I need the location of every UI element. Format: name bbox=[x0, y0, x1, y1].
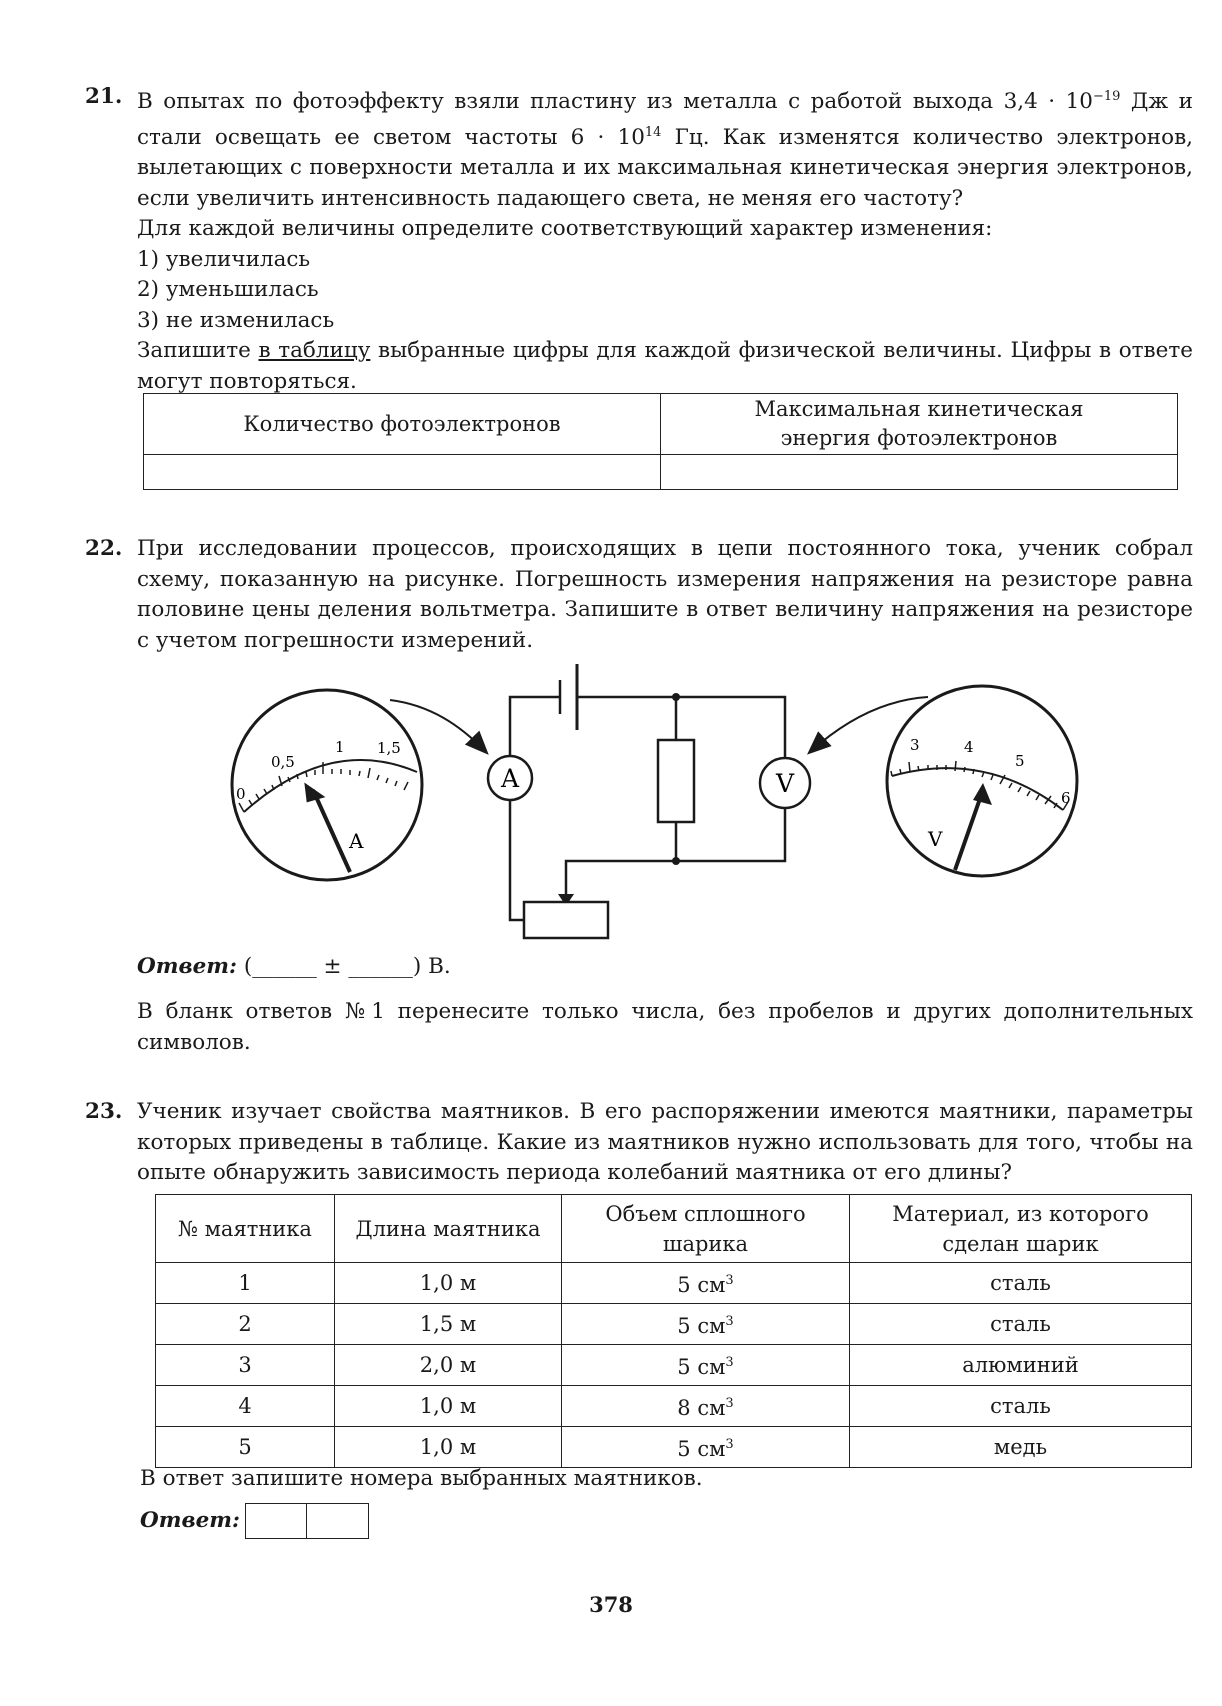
pendulum-table bbox=[155, 1194, 1192, 1468]
table-header: Материал, из которого сделан шарик bbox=[850, 1195, 1192, 1263]
arrow-icon bbox=[390, 700, 486, 752]
ammeter-symbol-letter: A bbox=[500, 764, 520, 793]
write-instruction: Запишите в таблицу выбранные цифры для каждой физической величины. Цифры в ответе могут повторяться. bbox=[137, 338, 1193, 394]
question-21 bbox=[85, 82, 1193, 397]
instruction: Для каждой величины определите соответствующий характер изменения: bbox=[137, 216, 993, 242]
question-text: При исследовании процессов, происходящих в цепи постоянного тока, ученик собрал схему, показанную на рисунке. Погрешность измерения напряжения на резисторе равна половине цены деления вольтметра. Запишите в ответ величину напряжения на резисторе с учетом погрешности измерений. bbox=[137, 536, 1193, 653]
option: 2) уменьшилась bbox=[137, 277, 319, 303]
circuit-wires bbox=[510, 697, 785, 920]
table-row: 1 1,0 м 5 $см^3$ сталь bbox=[156, 1263, 1192, 1304]
answer-blank[interactable]: (______ ± ______) В. bbox=[243, 954, 451, 979]
answer-cell[interactable] bbox=[661, 455, 1178, 490]
answer-boxes[interactable] bbox=[245, 1503, 369, 1539]
scale-label: 3 bbox=[910, 736, 920, 754]
page-number: 378 bbox=[589, 1592, 633, 1617]
scale-label: 1,5 bbox=[377, 739, 401, 757]
table-row: 3 2,0 м 5 $см^3$ алюминий bbox=[156, 1345, 1192, 1386]
scale-label: 0,5 bbox=[271, 753, 295, 771]
answer-label: Ответ: bbox=[137, 954, 237, 979]
meter-letter: A bbox=[349, 829, 364, 853]
instruction-23: В ответ запишите номера выбранных маятников. bbox=[140, 1466, 703, 1491]
table-row: 2 1,5 м 5 $см^3$ сталь bbox=[156, 1304, 1192, 1345]
question-number: 21. bbox=[85, 84, 123, 109]
meter-letter: V bbox=[928, 827, 943, 851]
question-text: Ученик изучает свойства маятников. В его распоряжении имеются маятники, параметры которых приведены в таблице. Какие из маятников нужно использовать для того, чтобы на опыте обнаружить зависимость периода колебаний маятника от его длины? bbox=[137, 1099, 1193, 1185]
rheostat bbox=[524, 902, 608, 938]
scale-label: 1 bbox=[335, 738, 345, 756]
scale-label: 6 bbox=[1061, 789, 1071, 807]
question-text: В опытах по фотоэффекту взяли пластину из металла с работой выхода $3,4 \cdot 10^{-19}$ Дж и стали освещать ее светом частоты $6 \cdot 10^{14}$ Гц. Как изменятся количество электронов, вылетающих с поверхности металла и их максимальная кинетическая энергия электронов, если увеличить интенсивность падающего света, не меняя его частоту? bbox=[137, 89, 1194, 211]
table-header: Максимальная кинетическая энергия фотоэлектронов bbox=[661, 394, 1178, 455]
voltmeter-symbol-letter: V bbox=[775, 769, 795, 798]
resistor bbox=[658, 740, 694, 822]
table-header: Количество фотоэлектронов bbox=[144, 394, 661, 455]
battery-icon bbox=[560, 664, 577, 730]
table-header: Длина маятника bbox=[335, 1195, 562, 1263]
question-number: 23. bbox=[85, 1099, 123, 1124]
junction-dot bbox=[672, 857, 680, 865]
answer-22 bbox=[137, 954, 451, 979]
scale-label: 0 bbox=[236, 785, 246, 803]
question-23 bbox=[85, 1097, 1193, 1189]
circuit-diagram bbox=[0, 655, 1222, 955]
question-22 bbox=[85, 534, 1193, 656]
table-header: Объем сплошного шарика bbox=[562, 1195, 850, 1263]
question-number: 22. bbox=[85, 536, 123, 561]
answer-label: Ответ: bbox=[140, 1508, 240, 1533]
answer-table-21 bbox=[143, 393, 1178, 490]
voltmeter-dial bbox=[887, 686, 1077, 876]
scale-label: 4 bbox=[964, 738, 974, 756]
table-row: 4 1,0 м 8 $см^3$ сталь bbox=[156, 1386, 1192, 1427]
table-row: 5 1,0 м 5 $см^3$ медь bbox=[156, 1427, 1192, 1468]
transfer-note: В бланк ответов №1 перенесите только числа, без пробелов и других дополнительных символов. bbox=[137, 999, 1193, 1055]
table-header: № маятника bbox=[156, 1195, 335, 1263]
junction-dot bbox=[672, 693, 680, 701]
option: 3) не изменилась bbox=[137, 307, 335, 333]
scale-label: 5 bbox=[1015, 752, 1025, 770]
ammeter-dial bbox=[232, 690, 422, 880]
option: 1) увеличилась bbox=[137, 246, 311, 272]
answer-cell[interactable] bbox=[144, 455, 661, 490]
